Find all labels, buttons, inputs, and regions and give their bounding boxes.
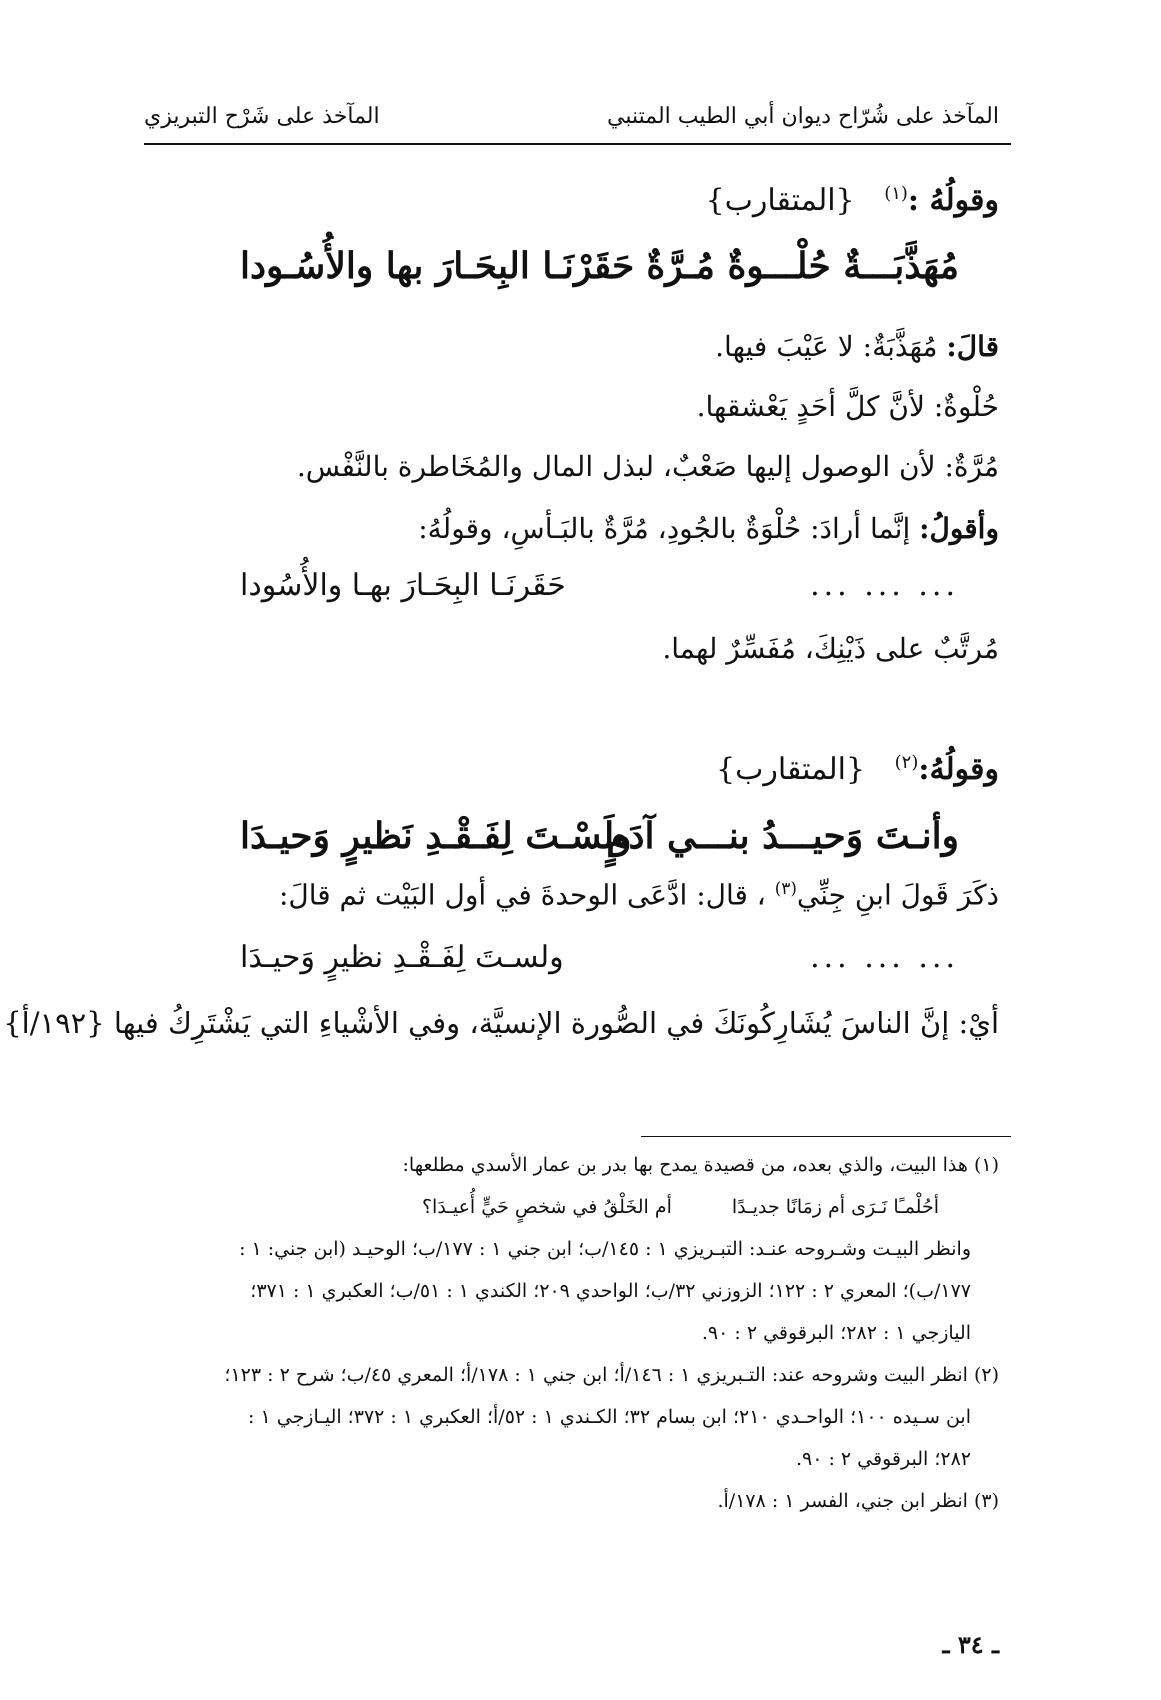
entry1-verse-left-hemistich: حَقَرْنَـا البِحَـارَ بها والأُسُـودا xyxy=(240,245,635,287)
entry2-verse-right-hemistich: وأنـتَ وَحيـــدُ بنـــي آدَمٍ xyxy=(606,815,959,857)
footnote-1-line-2: وانظر البيـت وشـروحه عنـد: التبـريزي ١ : ١٤٥/ب؛ ابن جني ١ : ١٧٧/ب؛ الوحيـد (ابن جني: ١ : xyxy=(239,1238,971,1260)
entry2-meter: {المتقارب} xyxy=(716,752,866,787)
entry1-repeat-left-hemistich: حَقَرنَـا البِحَـارَ بهـا والأُسُودا xyxy=(240,568,566,603)
footnotes xyxy=(144,1144,999,1522)
entry1-line-4 xyxy=(144,512,999,545)
entry1-line-3: مُرَّةٌ: لأن الوصول إليها صَعْبٌ، لبذل المال والمُخَاطرة بالنَّفْس. xyxy=(296,450,999,483)
entry1-aqul-label: وأقولُ: xyxy=(919,512,999,545)
footnote-2-line-1: (٢) انظر البيت وشروحه عند: التـبريزي ١ : ١٤٦/أ؛ ابن جني ١ : ١٧٨/أ؛ المعري ٤٥/ب؛ شرح ٢ : ١٢٣؛ xyxy=(224,1364,999,1386)
entry2-label: وقولُهُ: xyxy=(918,752,999,787)
entry2-line-1-text: ذكَرَ قَولَ ابنِ جِنِّي xyxy=(796,878,999,912)
entry2-repeat-left-hemistich: ولسـتَ لِفَـقْـدِ نظيرٍ وَحيـدَا xyxy=(240,940,564,975)
footnote-1-line-1: (١) هذا البيت، والذي بعده، من قصيدة يمدح بها بدر بن عمار الأسدي مطلعها: xyxy=(402,1154,999,1176)
entry1-line-2: حُلْوةٌ: لأنَّ كلَّ أحَدٍ يَعْشقها. xyxy=(696,390,999,423)
footnote-3: (٣) انظر ابن جني، الفسر ١ : ١٧٨/أ. xyxy=(717,1490,999,1512)
footnote-1-verse-second: أم الخَلْقُ في شخصٍ حَيٍّ أُعيـدَا؟ xyxy=(421,1196,672,1218)
entry1-ellipsis: ... ... ... xyxy=(810,568,959,603)
entry2-verse-repeat xyxy=(240,940,999,990)
entry1-verse-repeat xyxy=(240,568,999,618)
entry2-line-1-footnote-ref: (٣) xyxy=(774,878,797,898)
footnote-rule xyxy=(641,1136,1011,1137)
entry1-verse xyxy=(240,245,999,295)
entry1-line-5: مُرتَّبٌ على ذَيْنِكَ، مُفَسِّرٌ لهما. xyxy=(662,632,999,665)
entry2-footnote-ref: (٢) xyxy=(894,752,919,773)
entry1-meter: {المتقارب} xyxy=(705,183,855,218)
entry2-verse-left-hemistich: ولَسْـتَ لِفَـقْـدِ نَظيرٍ وَحيـدَا xyxy=(240,815,632,857)
entry1-verse-right-hemistich: مُهَذَّبَـــةٌ حُلْـــوةٌ مُـرَّةٌ xyxy=(646,245,959,287)
entry1-line-4-text: إنَّما أرادَ: حُلْوَةٌ بالجُودِ، مُرَّةٌ بالبَـأسِ، وقولُهُ: xyxy=(418,512,911,545)
footnote-1-verse xyxy=(144,1186,999,1228)
entry1-footnote-ref: (١) xyxy=(884,183,908,204)
footnote-1-line-4: اليازجي ١ : ٢٨٢؛ البرقوقي ٢ : ٩٠. xyxy=(701,1322,971,1344)
footnote-2-line-2: ابن سـيده ١٠٠؛ الواحـدي ٢١٠؛ ابن بسام ٣٢؛ الكـندي ١ : ٥٢/أ؛ العكبري ١ : ٣٧٢؛ اليـازجي ١ : xyxy=(248,1406,971,1428)
entry1-qal-label: قالَ: xyxy=(946,330,999,363)
footnote-1-verse-first: أحُلْمـًا نَـرَى أم زمَانًا جديـدًا xyxy=(731,1196,939,1218)
entry2-line-1-continuation: ، قال: ادَّعَى الوحدةَ في أول البَيْت ثم قالَ: xyxy=(278,878,766,912)
footnote-1-line-3: ١٧٧/ب)؛ المعري ٢ : ١٢٢؛ الزوزني ٣٢/ب؛ الواحدي ٢٠٩؛ الكندي ١ : ٥١/ب؛ العكبري ١ : ٣٧١؛ xyxy=(250,1280,971,1302)
entry2-line-1 xyxy=(144,878,999,911)
running-header xyxy=(144,98,999,138)
entry2-ellipsis: ... ... ... xyxy=(810,940,959,975)
header-chapter-title: المآخذ على شَرْح التبريزي xyxy=(144,104,380,129)
page-number: ـ ٣٤ ـ xyxy=(942,1630,999,1659)
header-rule xyxy=(144,143,1011,145)
header-book-title: المآخذ على شُرّاح ديوان أبي الطيب المتنبي xyxy=(607,104,999,129)
entry2-verse xyxy=(240,815,999,865)
entry1-label: وقولُهُ : xyxy=(907,183,999,218)
entry1-line-1 xyxy=(144,330,999,363)
entry1-line-1-text: مُهَذَّبَةٌ: لا عَيْبَ فيها. xyxy=(715,330,938,363)
entry2-line-2: أيْ: إنَّ الناسَ يُشَارِكُونَكَ في الصُّورة الإنسيَّة، وفي الأشْياءِ التي يَشْتَرِكُ فيها {١٩٢/أ} xyxy=(3,1006,999,1040)
entry2-heading xyxy=(144,752,999,787)
footnote-2-line-3: ٢٨٢؛ البرقوقي ٢ : ٩٠. xyxy=(795,1448,971,1470)
entry1-heading xyxy=(144,183,999,218)
